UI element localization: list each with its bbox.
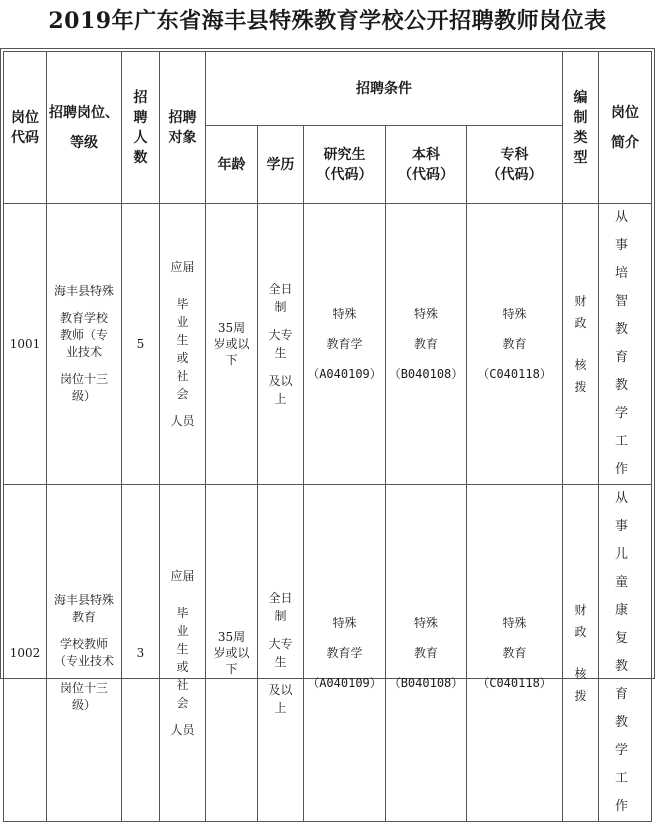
table-row bbox=[4, 204, 652, 485]
header-row-1 bbox=[4, 52, 652, 126]
cell-age: 35周岁或以下 bbox=[206, 204, 258, 485]
header-target: 招聘对象 bbox=[160, 52, 206, 204]
cell-intro: 从事儿童康复教育教学工作 bbox=[599, 485, 652, 822]
header-associate: 专科 （代码） bbox=[467, 126, 563, 204]
cell-intro: 从事培智教育教学工作 bbox=[599, 204, 652, 485]
header-staff-type: 编制类型 bbox=[563, 52, 599, 204]
header-count: 招聘人数 bbox=[122, 52, 160, 204]
header-education: 学历 bbox=[258, 126, 304, 204]
cell-age: 35周岁或以下 bbox=[206, 485, 258, 822]
cell-target: 应届 毕业生或社会 人员 bbox=[160, 485, 206, 822]
recruitment-table bbox=[3, 51, 652, 822]
cell-education: 全日制 大专生 及以上 bbox=[258, 204, 304, 485]
header-age: 年龄 bbox=[206, 126, 258, 204]
header-bachelor: 本科 （代码） bbox=[386, 126, 467, 204]
cell-count: 3 bbox=[122, 485, 160, 822]
cell-bachelor-major: 特殊 教育 （B040108） bbox=[386, 204, 467, 485]
cell-position: 海丰县特殊 教育学校教师（专业技术 岗位十三级） bbox=[47, 204, 122, 485]
header-conditions: 招聘条件 bbox=[206, 52, 563, 126]
header-intro: 岗位 简介 bbox=[599, 52, 652, 204]
recruitment-table-frame bbox=[0, 48, 655, 814]
cell-bachelor-major: 特殊 教育 （B040108） bbox=[386, 485, 467, 822]
cell-graduate-major: 特殊 教育学 （A040109） bbox=[304, 485, 386, 822]
cell-graduate-major: 特殊 教育学 （A040109） bbox=[304, 204, 386, 485]
page-title: 2019年广东省海丰县特殊教育学校公开招聘教师岗位表 bbox=[48, 8, 607, 34]
cell-associate-major: 特殊 教育 （C040118） bbox=[467, 485, 563, 822]
cell-staff-type: 财政 核拨 bbox=[563, 204, 599, 485]
header-code: 岗位代码 bbox=[4, 52, 47, 204]
cell-staff-type: 财政 核拨 bbox=[563, 485, 599, 822]
cell-code: 1001 bbox=[4, 204, 47, 485]
cell-position: 海丰县特殊教育 学校教师（专业技术 岗位十三级） bbox=[47, 485, 122, 822]
header-graduate: 研究生 （代码） bbox=[304, 126, 386, 204]
cell-count: 5 bbox=[122, 204, 160, 485]
cell-code: 1002 bbox=[4, 485, 47, 822]
cell-education: 全日制 大专生 及以上 bbox=[258, 485, 304, 822]
cell-associate-major: 特殊 教育 （C040118） bbox=[467, 204, 563, 485]
header-position: 招聘岗位、 等级 bbox=[47, 52, 122, 204]
cell-target: 应届 毕业生或社会 人员 bbox=[160, 204, 206, 485]
table-row bbox=[4, 485, 652, 822]
